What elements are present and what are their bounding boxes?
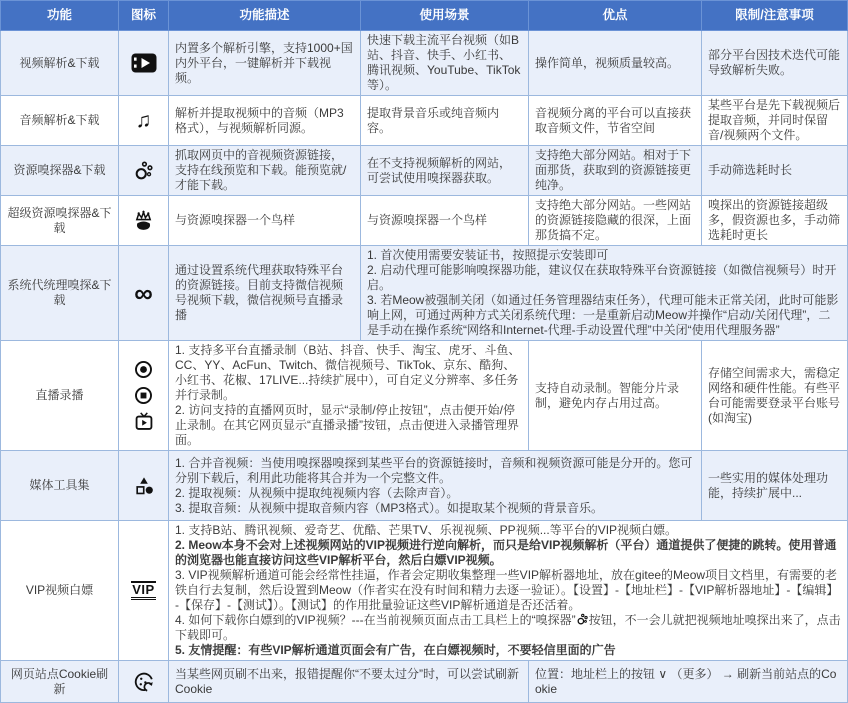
feature-name: 系统代统理嗅探&下载: [1, 246, 119, 341]
desc-line: 5. 友情提醒：有些VIP解析通道页面会有广告，在白嫖视频时，不要轻信里面的广告: [175, 643, 616, 657]
feature-limits: 嗅探出的资源链接超级多，假资源也多，手动筛选耗时更长: [702, 196, 848, 246]
feature-pros: 支持自动录制。智能分片录制，避免内存占用过高。: [529, 341, 702, 451]
feature-limits: 手动筛选耗时长: [702, 146, 848, 196]
feature-name: 超级资源嗅探器&下载: [1, 196, 119, 246]
desc-line: 3. 提取音频：从视频中提取音频内容（MP3格式）。如提取某个视频的背景音乐。: [175, 500, 604, 515]
note-line: 3. 若Meow被强制关闭（如通过任务管理器结束任务），代理可能未正常关闭，此时可能影响上网，可通过两种方式关闭系统代理：一是重新启动Meow并操作“启动/关闭代理”，二是手动在操作系统“网络和Internet-代理-手动设置代理”中关闭“使用代理服务器”: [367, 293, 839, 337]
col-header-pros: 优点: [529, 1, 702, 31]
feature-name: 资源嗅探器&下载: [1, 146, 119, 196]
feature-name: 视频解析&下载: [1, 31, 119, 96]
record-icon: [134, 360, 153, 379]
feature-description: 通过设置系统代理获取特殊平台的资源链接。目前支持微信视频号视频下载，微信视频号直播录播: [169, 246, 361, 341]
table-row: [1, 661, 848, 703]
feature-scenario: 快速下载主流平台视频（如B站、抖音、快手、小红书、腾讯视频、YouTube、TikTok等）。: [361, 31, 529, 96]
col-header-icon: 图标: [119, 1, 169, 31]
col-header-limits: 限制/注意事项: [702, 1, 848, 31]
infinity-icon: ∞: [119, 246, 169, 341]
feature-description: 内置多个解析引擎，支持1000+国内外平台，一键解析并下载视频。: [169, 31, 361, 96]
feature-limits: 部分平台因技术迭代可能导致解析失败。: [702, 31, 848, 96]
feature-description: [169, 451, 702, 521]
feature-name: 音频解析&下载: [1, 96, 119, 146]
feature-description: 与资源嗅探器一个鸟样: [169, 196, 361, 246]
feature-pros: 支持绝大部分网站。一些网站的资源链接隐藏的很深，上面那货搞不定。: [529, 196, 702, 246]
feature-scenario: 在不支持视频解析的网站，可尝试使用嗅探器获取。: [361, 146, 529, 196]
feature-pros: 支持绝大部分网站。相对于下面那货，获取到的资源链接更纯净。: [529, 146, 702, 196]
feature-name: 媒体工具集: [1, 451, 119, 521]
music-note-icon: ♫: [119, 96, 169, 146]
stop-icon: [134, 386, 153, 405]
desc-line: 1. 支持多平台直播录制（B站、抖音、快手、淘宝、虎牙、斗鱼、CC、YY、AcFun、Twitch、微信视频号、TikTok、京东、酷狗、小红书、花椒、17LIVE...持续扩展中），可自定义分辨率、多任务并行录制。: [175, 343, 521, 402]
desc-line: 3. VIP视频解析通道可能会经常性挂逼，作者会定期收集整理一些VIP解析器地址，放在gitee的Meow项目文档里，有需要的老铁自行去复制，然后设置到Meow（作者实在没有时间和精力去逐一验证）。【设置】-【地址栏】-【VIP解析器地址】-【编辑】-【保存】-【测试】）。【测试】的作用批量验证这些VIP解析通道是否还活着。: [175, 568, 839, 612]
feature-limits: 存储空间需求大，需稳定网络和硬件性能。有些平台可能需要登录平台账号(如淘宝): [702, 341, 848, 451]
feature-scenario: 与资源嗅探器一个鸟样: [361, 196, 529, 246]
note-line: 1. 首次使用需要安装证书，按照提示安装即可: [367, 248, 609, 262]
feature-name: 网页站点Cookie刷新: [1, 661, 119, 703]
feature-scenario: 提取背景音乐或纯音频内容。: [361, 96, 529, 146]
crown-paw-icon: [119, 196, 169, 246]
video-play-icon: [119, 31, 169, 96]
table-row: [1, 341, 848, 451]
paw-icon: [576, 613, 589, 627]
desc-line: 2. 访问支持的直播网页时，显示“录制/停止按钮”，点击便开始/停止录制。在其它网页显示“直播录播”按钮，点击便进入录播管理界面。: [175, 403, 519, 447]
shapes-icon: [119, 451, 169, 521]
live-record-icons: [119, 341, 169, 451]
desc-line: 1. 支持B站、腾讯视频、爱奇艺、优酷、芒果TV、乐视视频、PP视频...等平台的VIP视频白嫖。: [175, 523, 678, 537]
desc-line: 2. 提取视频：从视频中提取纯视频内容（去除声音）。: [175, 485, 459, 500]
feature-description: 当某些网页刷不出来，报错提醒你“不要太过分”时，可以尝试刷新Cookie: [169, 661, 529, 703]
feature-description: 抓取网页中的音视频资源链接，支持在线预览和下载。能预览就/才能下载。: [169, 146, 361, 196]
vip-badge-icon: VIP: [119, 521, 169, 661]
note-line: 2. 启动代理可能影响嗅探器功能，建议仅在获取特殊平台资源链接（如微信视频号）时开启。: [367, 263, 837, 292]
feature-name: 直播录播: [1, 341, 119, 451]
feature-location: 位置：地址栏上的按钮 ∨ （更多） → 刷新当前站点的Cookie: [529, 661, 848, 703]
feature-limits: 某些平台是先下载视频后提取音频，并同时保留音/视频两个文件。: [702, 96, 848, 146]
table-row: [1, 96, 848, 146]
cookie-refresh-icon: [119, 661, 169, 703]
col-header-feature: 功能: [1, 1, 119, 31]
feature-name: VIP视频白嫖: [1, 521, 119, 661]
feature-pros: 音视频分离的平台可以直接获取音频文件，节省空间: [529, 96, 702, 146]
table-row: [1, 196, 848, 246]
header-row: [1, 1, 848, 31]
feature-pros: 操作简单，视频质量较高。: [529, 31, 702, 96]
table-row: [1, 451, 848, 521]
desc-line: 4. 如何下载你白嫖到的VIP视频？---在当前视频页面点击工具栏上的“嗅探器” 按钮，不一会儿就把视频地址嗅探出来了，点击下载即可。: [175, 613, 841, 642]
table-row: [1, 246, 848, 341]
desc-line: 2. Meow本身不会对上述视频网站的VIP视频进行逆向解析，而只是给VIP视频解析（平台）通道提供了便捷的跳转。使用普通的浏览器也能直接访问这些VIP解析平台，然后白嫖VIP视频。: [175, 538, 837, 567]
feature-notes: [361, 246, 848, 341]
table-row: [1, 521, 848, 661]
col-header-description: 功能描述: [169, 1, 361, 31]
desc-line: 1. 合并音视频：当使用嗅探器嗅探到某些平台的资源链接时，音频和视频资源可能是分开的。您可分别下载后，利用此功能将其合并为一个完整文件。: [175, 455, 693, 485]
table-row: [1, 31, 848, 96]
feature-description: [169, 341, 529, 451]
col-header-scenario: 使用场景: [361, 1, 529, 31]
feature-description: [169, 521, 848, 661]
tv-play-icon: [134, 412, 154, 431]
table-row: [1, 146, 848, 196]
feature-limits: 一些实用的媒体处理功能，持续扩展中...: [702, 451, 848, 521]
paw-icon: [119, 146, 169, 196]
feature-description: 解析并提取视频中的音频（MP3格式），与视频解析同源。: [169, 96, 361, 146]
